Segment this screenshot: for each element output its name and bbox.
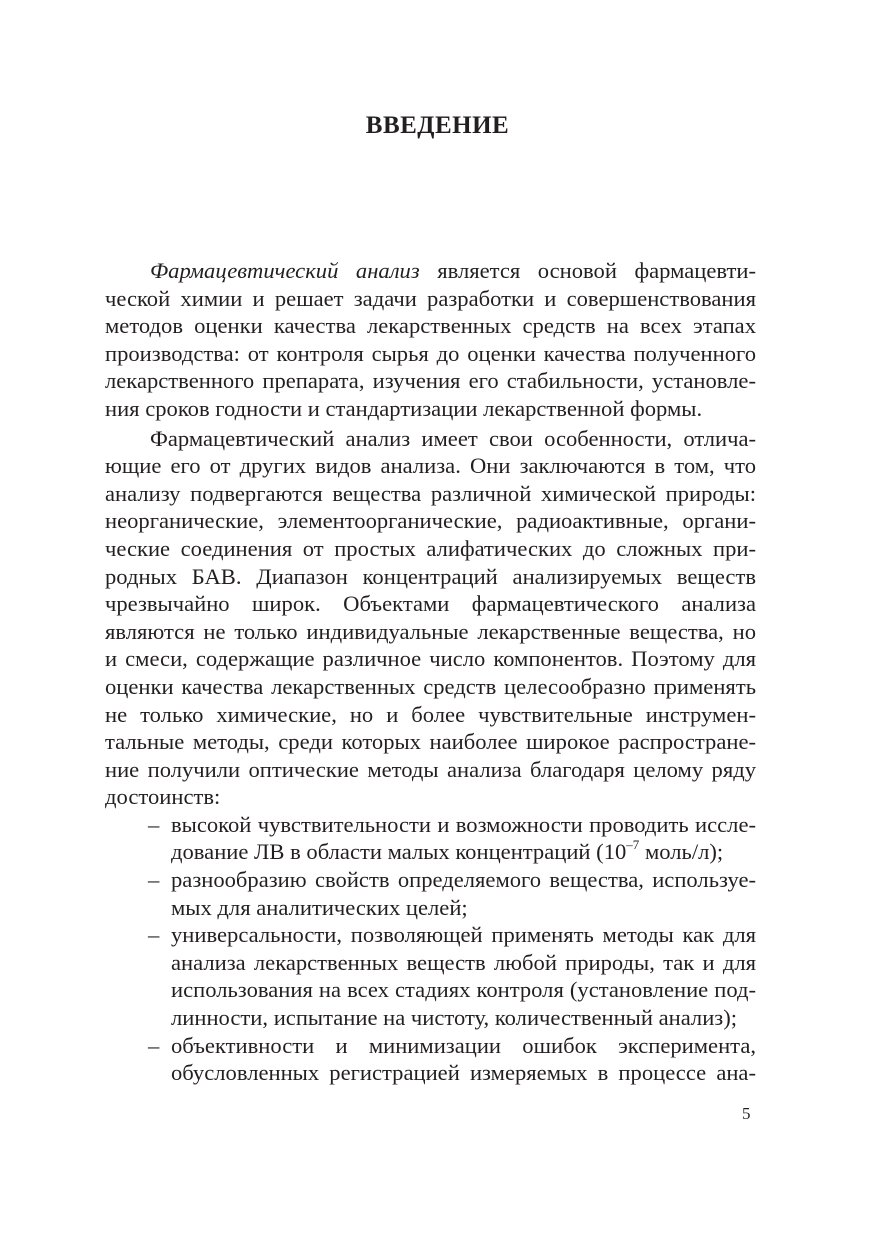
paragraph-line: тальные методы, среди которых наиболее широкое распростране- [105,729,756,755]
paragraph-line: не только химические, но и более чувствительные инструмен- [105,701,756,727]
page-number: 5 [742,1104,751,1123]
paragraph-line: ющие его от других видов анализа. Они заключаются в том, что [105,453,756,479]
bullet-line: линности, испытание на чистоту, количественный анализ); [171,1005,738,1031]
bullet-item [105,866,756,921]
paragraph-line [105,257,756,285]
paragraph-line: ческие соединения от простых алифатических до сложных при- [105,535,756,561]
bullet-item [105,921,756,1031]
paragraph-line: родных БАВ. Диапазон концентраций анализируемых веществ [105,563,756,589]
body-text [105,257,756,1087]
exponent: –7 [626,836,640,852]
bullet-text: разнообразию свойств определяемого вещества, используе- [171,867,756,893]
paragraph-line: производства: от контроля сырья до оценки качества полученного [105,340,756,366]
paragraph-line: ния сроков годности и стандартизации лекарственной формы. [105,395,703,421]
bullet-text: универсальности, позволяющей применять методы как для [171,922,756,948]
paragraph-line: Фармацевтический анализ имеет свои особенности, отлича- [150,425,756,451]
italic-term: Фармацевтический анализ [150,258,420,283]
dash-marker: – [148,1032,160,1058]
bullet-line [105,921,756,949]
paragraph-line: ние получили оптические методы анализа благодаря целому ряду [105,756,756,782]
paragraph-line: чрезвычайно широк. Объектами фармацевтического анализа [105,591,756,617]
bullet-line [105,866,756,894]
bullet-item [105,1032,756,1087]
paragraph-line: и смеси, содержащие различное число компонентов. Поэтому для [105,646,756,672]
bullet-text: высокой чувствительности и возможности проводить иссле- [171,811,756,837]
paragraph-line: методов оценки качества лекарственных средств на всех этапах [105,313,756,339]
paragraph-line: анализу подвергаются вещества различной химической природы: [105,480,756,506]
dash-marker: – [148,811,160,837]
bullet-item [105,811,756,866]
paragraph-line-text: является основой фармацевти- [419,258,756,283]
bullet-list [105,811,756,1087]
paragraph-line: являются не только индивидуальные лекарственные вещества, но [105,618,756,644]
dash-marker: – [148,867,160,893]
bullet-line [105,838,756,866]
bullet-line: использования на всех стадиях контроля (установление под- [171,977,756,1003]
paragraph-line: лекарственного препарата, изучения его стабильности, установле- [105,368,756,394]
bullet-line [105,811,756,839]
bullet-line [105,1032,756,1060]
paragraph-line: ческой химии и решает задачи разработки и совершенствования [105,285,756,311]
paragraph-1 [105,257,756,423]
dash-marker: – [148,922,160,948]
bullet-text: моль/л); [639,839,724,865]
chapter-heading: ВВЕДЕНИЕ [365,112,510,139]
bullet-line: анализа лекарственных веществ любой природы, так и для [171,949,756,975]
paragraph-line: достоинств: [105,784,221,810]
paragraph-2 [105,425,756,811]
paragraph-line: неорганические, элементоорганические, радиоактивные, органи- [105,508,756,534]
bullet-line: обусловленных регистрацией измеряемых в процессе ана- [171,1060,756,1086]
paragraph-line: оценки качества лекарственных средств целесообразно применять [105,673,756,699]
bullet-text: дование ЛВ в области малых концентраций (10 [171,839,627,865]
bullet-line: мых для аналитических целей; [171,894,468,920]
bullet-text: объективности и минимизации ошибок эксперимента, [171,1032,756,1058]
